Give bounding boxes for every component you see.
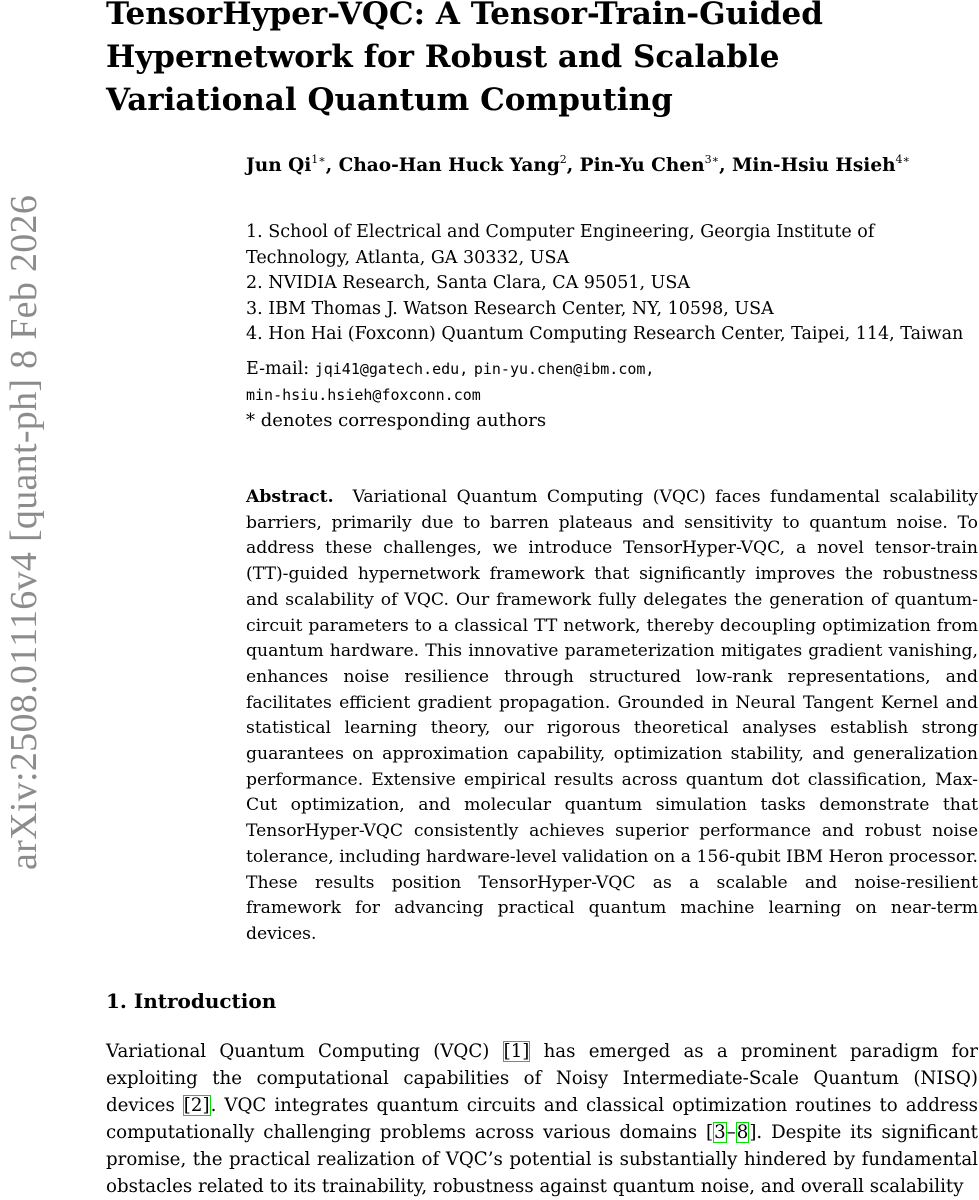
paragraph-text: Variational Quantum Computing (VQC) (106, 1041, 503, 1062)
author-name: Pin-Yu Chen (579, 155, 705, 176)
author-affiliation-mark: 4∗ (895, 153, 911, 166)
email-block (246, 357, 978, 408)
citation-link[interactable]: [2] (183, 1095, 210, 1116)
author-name: Chao-Han Huck Yang (338, 155, 560, 176)
citation-link[interactable]: [1] (503, 1041, 530, 1062)
email-link[interactable]: min-hsiu.hsieh@foxconn.com (246, 385, 481, 404)
abstract-label: Abstract. (246, 487, 334, 507)
section-heading: 1. Introduction (106, 989, 277, 1013)
affiliation-item: 1. School of Electrical and Computer Engineering, Georgia Institute of Technology, Atlanta, GA 30332, USA (246, 222, 875, 268)
corresponding-author-note: * denotes corresponding authors (246, 410, 547, 431)
author-name: Min-Hsiu Hsieh (731, 155, 896, 176)
paragraph-text: . VQC integrates quantum circuits and classical optimization routines to address computationally challenging problems across various domains [ (106, 1095, 979, 1143)
email-link[interactable]: jqi41@gatech.edu, (314, 360, 469, 378)
citation-link[interactable]: 3 (714, 1122, 726, 1143)
affiliation-item: 4. Hon Hai (Foxconn) Quantum Computing Research Center, Taipei, 114, Taiwan (246, 324, 964, 344)
citation-range-dash: – (726, 1122, 736, 1143)
paragraph-text: ]. Despite its significant promise, the practical realization of VQC’s potential is substantially hindered by fundamental obstacles related to its trainability, robustness against quantum noise, and overall scalability (106, 1122, 978, 1197)
abstract (246, 485, 978, 948)
email-label: E-mail: (246, 359, 310, 379)
arxiv-identifier-stamp: arXiv:2508.01116v4 [quant-ph] 8 Feb 2026 (3, 194, 45, 870)
citation-link[interactable]: 8 (736, 1122, 749, 1143)
affiliation-item: 3. IBM Thomas J. Watson Research Center, NY, 10598, USA (246, 298, 774, 319)
introduction-paragraph (106, 1038, 978, 1200)
author-affiliation-mark: 2 (559, 153, 567, 166)
abstract-text: Variational Quantum Computing (VQC) faces fundamental scalability barriers, primarily due to barren plateaus and sensitivity to quantum noise. To address these challenges, we introduce TensorHyper-VQC, a novel tensor-train (TT)-guided hypernetwork framework that significantly improves the robustness and scalability of VQC. Our framework fully delegates the generation of quantum-circuit parameters to a classical TT network, thereby decoupling optimization from quantum hardware. This innovative parameterization mitigates gradient vanishing, enhances noise resilience through structured low-rank representations, and facilitates efficient gradient propagation. Grounded in Neural Tangent Kernel and statistical learning theory, our rigorous theoretical analyses establish strong guarantees on approximation capability, optimization stability, and generalization performance. Extensive empirical results across quantum dot classification, Max-Cut optimization, and molecular quantum simulation tasks demonstrate that TensorHyper-VQC consistently achieves superior performance and robust noise tolerance, including hardware-level validation on a 156-qubit IBM Heron processor. These results position TensorHyper-VQC as a scalable and noise-resilient framework for advancing practical quantum machine learning on near-term devices. (246, 487, 978, 944)
author-affiliation-mark: 1∗ (311, 153, 326, 166)
paragraph-text: has emerged as a prominent paradigm for exploiting the computational capabilities of Noisy Intermediate-Scale Quantum (NISQ) devices (106, 1041, 978, 1116)
paper-title: TensorHyper-VQC: A Tensor-Train-Guided Hypernetwork for Robust and Scalable Variational Quantum Computing (106, 0, 823, 118)
affiliation-list (246, 220, 978, 348)
email-link[interactable]: pin-yu.chen@ibm.com, (473, 360, 655, 378)
author-name: Jun Qi (246, 155, 312, 176)
author-list: Jun $Qi^{1∗}$, Chao-Han Huck Yang$^2$, Pin-Yu Chen$^{3∗}$, Min-Hsiu Hsieh$^{4∗}$ (246, 153, 911, 176)
affiliation-item: 2. NVIDIA Research, Santa Clara, CA 95051, USA (246, 273, 690, 293)
author-affiliation-mark: 3∗ (704, 153, 720, 166)
